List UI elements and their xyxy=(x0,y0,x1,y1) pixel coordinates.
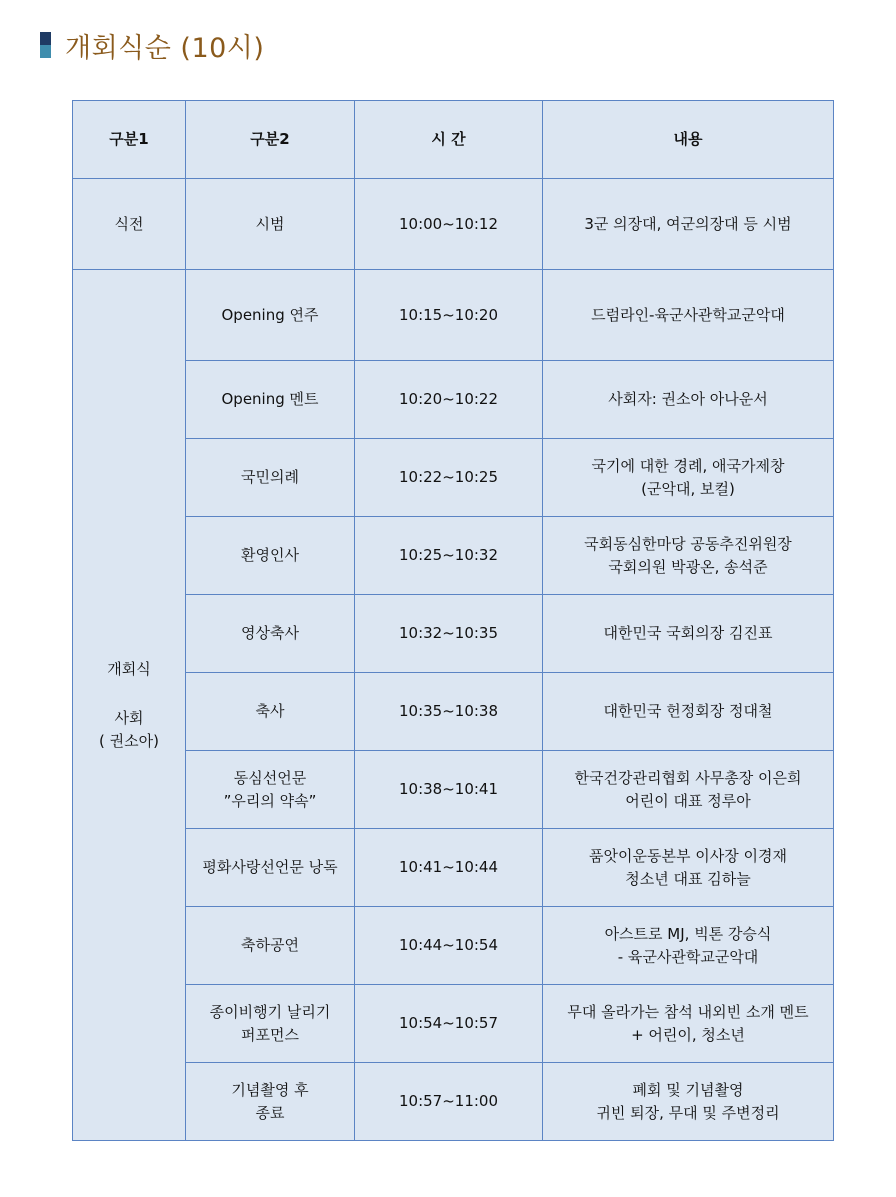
content-cell: 아스트로 MJ, 빅톤 강승식 - 육군사관학교군악대 xyxy=(543,907,834,985)
page-title: 개회식순 (10시) xyxy=(65,32,265,64)
table-row xyxy=(73,1063,834,1141)
category2-cell: 기념촬영 후 종료 xyxy=(186,1063,355,1141)
content-cell: 한국건강관리협회 사무총장 이은희 어린이 대표 정루아 xyxy=(543,751,834,829)
content-cell: 국기에 대한 경례, 애국가제창 (군악대, 보컬) xyxy=(543,439,834,517)
content-cell: 폐회 및 기념촬영 귀빈 퇴장, 무대 및 주변정리 xyxy=(543,1063,834,1141)
time-cell: 10:35~10:38 xyxy=(355,673,543,751)
content-cell: 3군 의장대, 여군의장대 등 시범 xyxy=(543,179,834,270)
content-cell: 품앗이운동본부 이사장 이경재 청소년 대표 김하늘 xyxy=(543,829,834,907)
time-cell: 10:57~11:00 xyxy=(355,1063,543,1141)
category2-cell: Opening 연주 xyxy=(186,270,355,361)
table-row xyxy=(73,985,834,1063)
content-cell: 국회동심한마당 공동추진위원장 국회의원 박광온, 송석준 xyxy=(543,517,834,595)
time-cell: 10:38~10:41 xyxy=(355,751,543,829)
table-row xyxy=(73,270,834,361)
content-cell: 드럼라인-육군사관학교군악대 xyxy=(543,270,834,361)
header-time: 시 간 xyxy=(355,101,543,179)
category2-cell: 축사 xyxy=(186,673,355,751)
group-label-host: 사회 xyxy=(114,708,144,727)
table-row xyxy=(73,751,834,829)
time-cell: 10:44~10:54 xyxy=(355,907,543,985)
category1-cell: 식전 xyxy=(73,179,186,270)
table-row xyxy=(73,907,834,985)
heading-marker-icon xyxy=(40,32,51,58)
time-cell: 10:54~10:57 xyxy=(355,985,543,1063)
schedule-table xyxy=(72,100,834,1141)
table-row xyxy=(73,361,834,439)
content-cell: 무대 올라가는 참석 내외빈 소개 멘트 + 어린이, 청소년 xyxy=(543,985,834,1063)
time-cell: 10:41~10:44 xyxy=(355,829,543,907)
time-cell: 10:00~10:12 xyxy=(355,179,543,270)
category2-cell: 환영인사 xyxy=(186,517,355,595)
category2-cell: 평화사랑선언문 낭독 xyxy=(186,829,355,907)
time-cell: 10:20~10:22 xyxy=(355,361,543,439)
category1-group-cell xyxy=(73,270,186,1141)
header-category1: 구분1 xyxy=(73,101,186,179)
table-row xyxy=(73,517,834,595)
category2-cell: 축하공연 xyxy=(186,907,355,985)
category2-cell: 영상축사 xyxy=(186,595,355,673)
category2-cell: 종이비행기 날리기 퍼포먼스 xyxy=(186,985,355,1063)
header-category2: 구분2 xyxy=(186,101,355,179)
section-heading xyxy=(40,24,264,66)
time-cell: 10:15~10:20 xyxy=(355,270,543,361)
table-row xyxy=(73,829,834,907)
group-label-ceremony: 개회식 xyxy=(107,659,151,678)
time-cell: 10:32~10:35 xyxy=(355,595,543,673)
group-label-host-name: ( 권소아) xyxy=(99,731,159,750)
category2-cell: Opening 멘트 xyxy=(186,361,355,439)
table-row xyxy=(73,673,834,751)
table-header-row xyxy=(73,101,834,179)
time-cell: 10:22~10:25 xyxy=(355,439,543,517)
header-content: 내용 xyxy=(543,101,834,179)
table-row xyxy=(73,439,834,517)
category2-cell: 시범 xyxy=(186,179,355,270)
category2-cell: 동심선언문 ”우리의 약속” xyxy=(186,751,355,829)
content-cell: 대한민국 국회의장 김진표 xyxy=(543,595,834,673)
table-row xyxy=(73,179,834,270)
table-row xyxy=(73,595,834,673)
content-cell: 대한민국 헌정회장 정대철 xyxy=(543,673,834,751)
time-cell: 10:25~10:32 xyxy=(355,517,543,595)
category2-cell: 국민의례 xyxy=(186,439,355,517)
content-cell: 사회자: 권소아 아나운서 xyxy=(543,361,834,439)
